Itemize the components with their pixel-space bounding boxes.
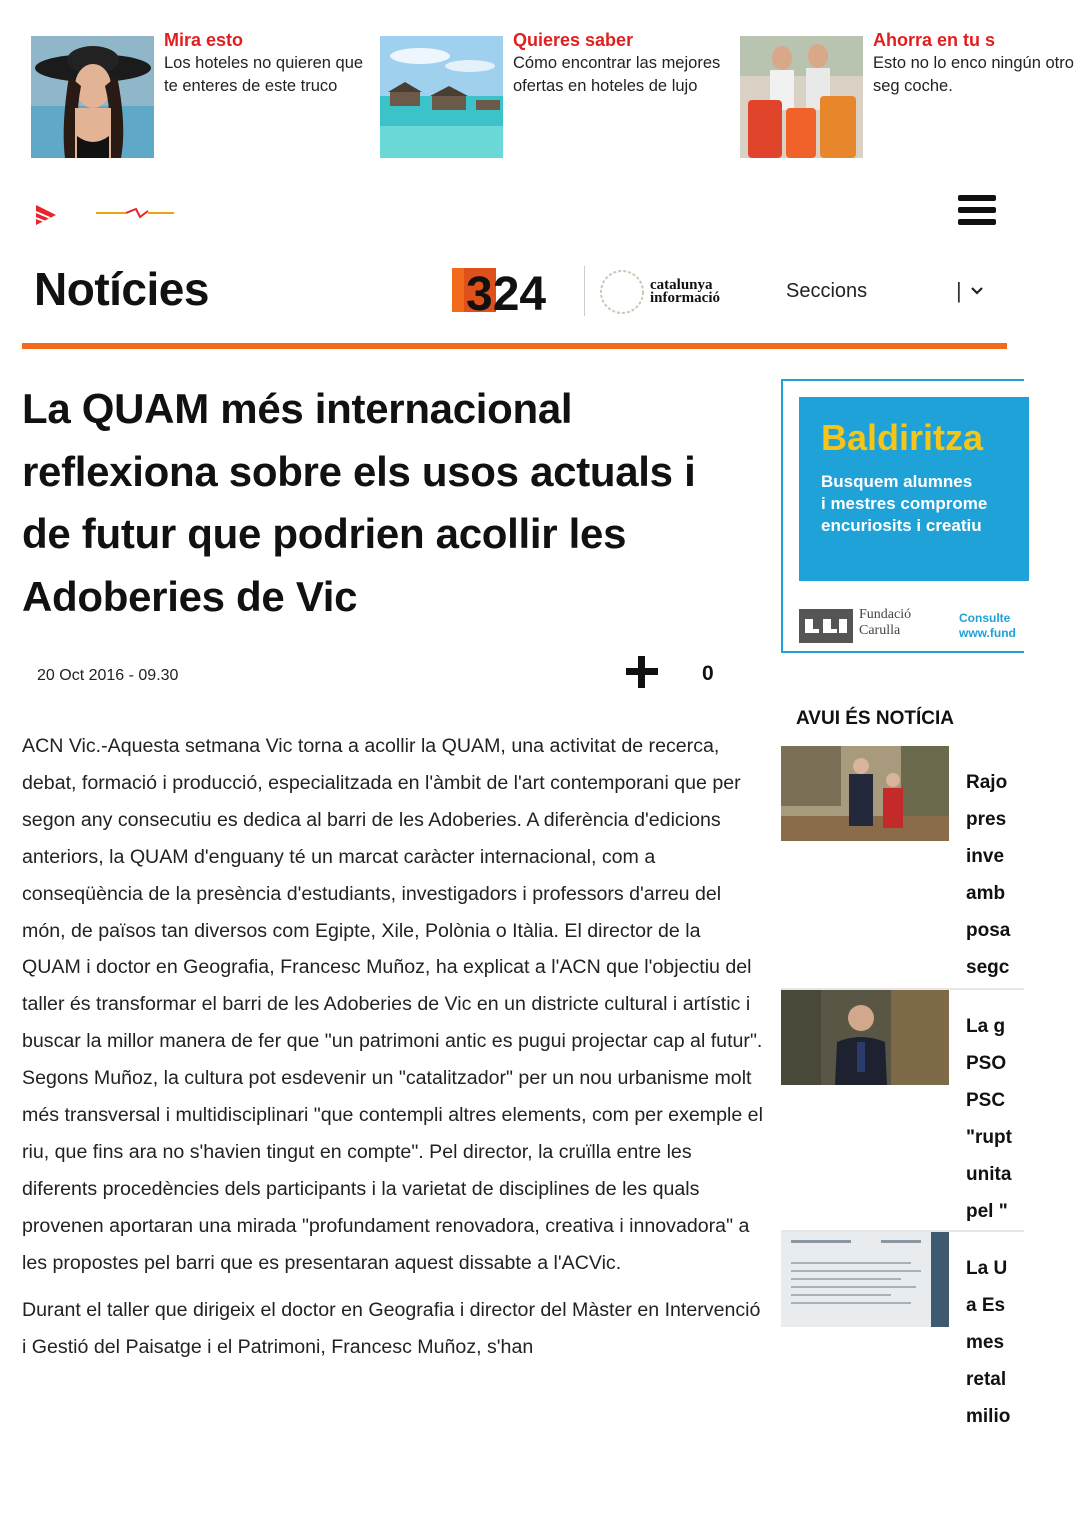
title-line: segc: [966, 957, 1010, 978]
fundacio-carulla-logo-icon: [799, 609, 853, 643]
sidebar-ad[interactable]: [781, 379, 1024, 653]
promo-kicker[interactable]: Mira esto: [164, 30, 244, 50]
sidebar-news-item[interactable]: [781, 990, 1024, 1220]
seccions-separator: |: [956, 278, 962, 303]
sidebar-heading: AVUI ÉS NOTÍCIA: [796, 708, 954, 729]
catalunya-informacio-logo[interactable]: [600, 268, 740, 321]
title-line: pres: [966, 809, 1007, 830]
title-line: mes: [966, 1332, 1005, 1353]
article-headline: La QUAM més internacional reflexiona sobre els usos actuals i de futur que podrien acollir les Adoberies de Vic: [22, 385, 696, 620]
ad-line: Busquem alumnes: [821, 472, 973, 491]
promo-card[interactable]: [31, 28, 371, 158]
sidebar-news-title[interactable]: [966, 1008, 1026, 1230]
logo-ci-line2: informació: [650, 290, 720, 306]
title-line: amb: [966, 883, 1006, 904]
ad-consult-line: Consulte: [959, 611, 1011, 625]
section-title[interactable]: Notícies: [34, 263, 209, 315]
title-line: posa: [966, 920, 1011, 941]
woman-with-hat-photo[interactable]: [31, 36, 154, 158]
title-line: Rajo: [966, 772, 1008, 793]
plus-icon[interactable]: [626, 656, 658, 688]
ccma-logo-icon[interactable]: [36, 203, 58, 230]
article-date: 20 Oct 2016 - 09.30: [37, 667, 179, 684]
ad-fundacio-line: Carulla: [859, 623, 901, 638]
title-line: La g: [966, 1016, 1006, 1037]
promo-description[interactable]: Los hoteles no quieren que te enteres de este truco: [164, 54, 364, 95]
title-line: La U: [966, 1258, 1008, 1279]
ad-banner[interactable]: [799, 397, 1029, 581]
article-paragraph: Durant el taller que dirigeix el doctor en Geografia i director del Màster en Intervenció i Gestió del Paisatge i el Patrimoni, Francesc Muñoz, s'han: [22, 1298, 761, 1358]
ad-line: i mestres comprome: [821, 494, 988, 513]
top-bar: [0, 195, 1024, 235]
royal-audience-photo[interactable]: [781, 746, 949, 841]
title-line: PSO: [966, 1053, 1007, 1074]
seccions-dropdown[interactable]: Seccions: [786, 280, 868, 302]
sidebar-news-title[interactable]: [966, 1250, 1026, 1435]
ad-title: Baldiritza: [821, 417, 984, 458]
hamburger-icon[interactable]: [958, 195, 996, 229]
letter-document-photo[interactable]: [781, 1232, 949, 1327]
chevron-down-icon[interactable]: [968, 280, 986, 305]
logo-ci-line1: catalunya: [650, 277, 713, 293]
brand-stripe-icon: [96, 203, 176, 228]
title-line: inve: [966, 846, 1005, 867]
ad-fundacio-line: Fundació: [859, 607, 912, 622]
title-line: "rupt: [966, 1127, 1012, 1148]
ad-consult-link[interactable]: [959, 611, 1016, 641]
overwater-bungalows-photo[interactable]: [380, 36, 503, 158]
title-line: pel ": [966, 1201, 1008, 1222]
article-body: [22, 728, 764, 1375]
share-count: 0: [702, 662, 714, 685]
section-accent-rule: [22, 343, 1007, 349]
ad-consult-line: www.fund: [959, 626, 1016, 640]
logo-324-icon[interactable]: [452, 266, 568, 319]
sidebar-news-title[interactable]: [966, 764, 1026, 986]
title-line: PSC: [966, 1090, 1006, 1111]
promo-description[interactable]: Esto no lo enco ningún otro seg coche.: [873, 54, 1074, 95]
couple-with-suitcases-photo[interactable]: [740, 36, 863, 158]
sidebar-news-item[interactable]: [781, 746, 1024, 976]
header-divider: [584, 266, 585, 316]
title-line: milio: [966, 1406, 1011, 1427]
sponsored-strip: [0, 28, 1074, 168]
article-paragraph: ACN Vic.-Aquesta setmana Vic torna a acollir la QUAM, una activitat de recerca, debat, formació i producció, especialitzada en l'àmbit de l'art contemporani que per segon any consecutiu es dedica al barri de les Adoberies. A diferència d'edicions anteriors, la QUAM d'enguany té un marcat caràcter internacional, com a conseqüència de la presència d'estudiants, investigadors i professors d'arreu del món, de països tan diversos com Egipte, Xile, Polònia o Itàlia. El director de la QUAM i doctor en Geografia, Francesc Muñoz, ha explicat a l'ACN que l'objectiu del taller és transformar el barri de les Adoberies de Vic en un districte cultural i artístic i buscar la millor manera de fer que "un patrimoni antic es pugui projectar cap al futur". Segons Muñoz, la cultura pot esdevenir un "catalitzador" per un nou urbanisme molt més transversal i multidisciplinari "que contempli altres elements, com per exemple el riu, que fins ara no s'havien tingut en compte". Pel director, la cruïlla entre les diferents procedències dels participants i la varietat de disciplines de les quals provenen aportaran una mirada "profundament renovadora, creativa i innovadora" a les propostes pel barri que es presentaran aquest dissabte a l'ACVic.: [22, 735, 763, 1274]
promo-card[interactable]: [380, 28, 720, 158]
politician-speaking-photo[interactable]: [781, 990, 949, 1085]
title-line: retal: [966, 1369, 1007, 1390]
promo-kicker[interactable]: Quieres saber: [513, 30, 634, 50]
promo-card[interactable]: [740, 28, 1074, 158]
promo-kicker[interactable]: Ahorra en tu s: [873, 30, 996, 50]
ad-fundacio-text: [859, 607, 911, 639]
logo-324-text: 324: [466, 268, 547, 321]
ad-footer: [783, 603, 1026, 655]
promo-description[interactable]: Cómo encontrar las mejores ofertas en hoteles de lujo: [513, 54, 721, 95]
sidebar-news-item[interactable]: [781, 1232, 1024, 1432]
title-line: unita: [966, 1164, 1012, 1185]
title-line: a Es: [966, 1295, 1006, 1316]
ad-line: encuriosits i creatiu: [821, 516, 982, 535]
